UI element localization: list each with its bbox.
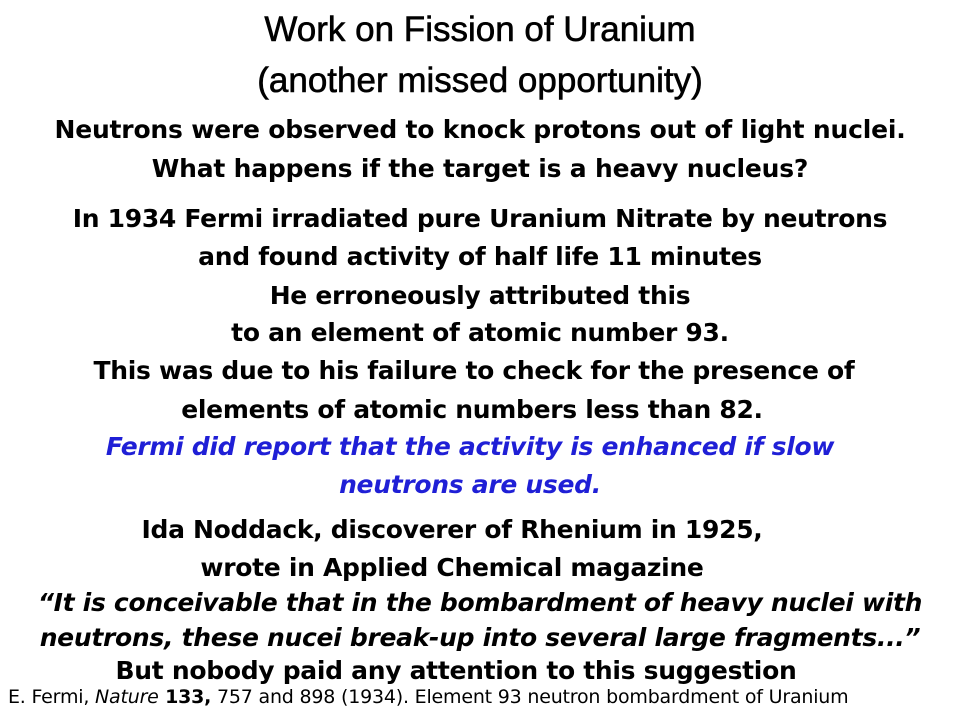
intro-line-2: What happens if the target is a heavy nucleus? xyxy=(151,154,809,183)
noddack-line-2: wrote in Applied Chemical magazine xyxy=(200,553,704,582)
fermi-line-1: In 1934 Fermi irradiated pure Uranium Nitrate by neutrons xyxy=(72,204,888,233)
reference-author: E. Fermi, xyxy=(8,686,96,708)
fermi-line-4: to an element of atomic number 93. xyxy=(231,318,729,347)
noddack-quote-line-2: neutrons, these nucei break-up into several large fragments...” xyxy=(39,623,921,652)
failure-line-2: elements of atomic numbers less than 82. xyxy=(181,395,763,424)
closing-line: But nobody paid any attention to this suggestion xyxy=(115,656,797,685)
reference-citation xyxy=(8,686,848,708)
slow-neutrons-line-1: Fermi did report that the activity is enhanced if slow xyxy=(105,432,835,461)
intro-line-1: Neutrons were observed to knock protons out of light nuclei. xyxy=(54,115,906,144)
fermi-line-3: He erroneously attributed this xyxy=(269,281,691,310)
reference-journal: Nature xyxy=(95,686,159,708)
slide-title-line-1: Work on Fission of Uranium xyxy=(264,10,696,49)
failure-line-1: This was due to his failure to check for the presence of xyxy=(93,356,855,385)
slide-title-line-2: (another missed opportunity) xyxy=(257,61,703,100)
reference-pages: 757 and 898 (1934). Element 93 neutron bombardment of Uranium xyxy=(211,686,849,708)
slow-neutrons-line-2: neutrons are used. xyxy=(339,470,601,499)
noddack-quote-line-1: “It is conceivable that in the bombardment of heavy nuclei with xyxy=(37,588,923,617)
reference-volume: 133, xyxy=(158,686,212,708)
noddack-line-1: Ida Noddack, discoverer of Rhenium in 1925, xyxy=(141,515,763,544)
fermi-line-2: and found activity of half life 11 minutes xyxy=(198,242,762,271)
